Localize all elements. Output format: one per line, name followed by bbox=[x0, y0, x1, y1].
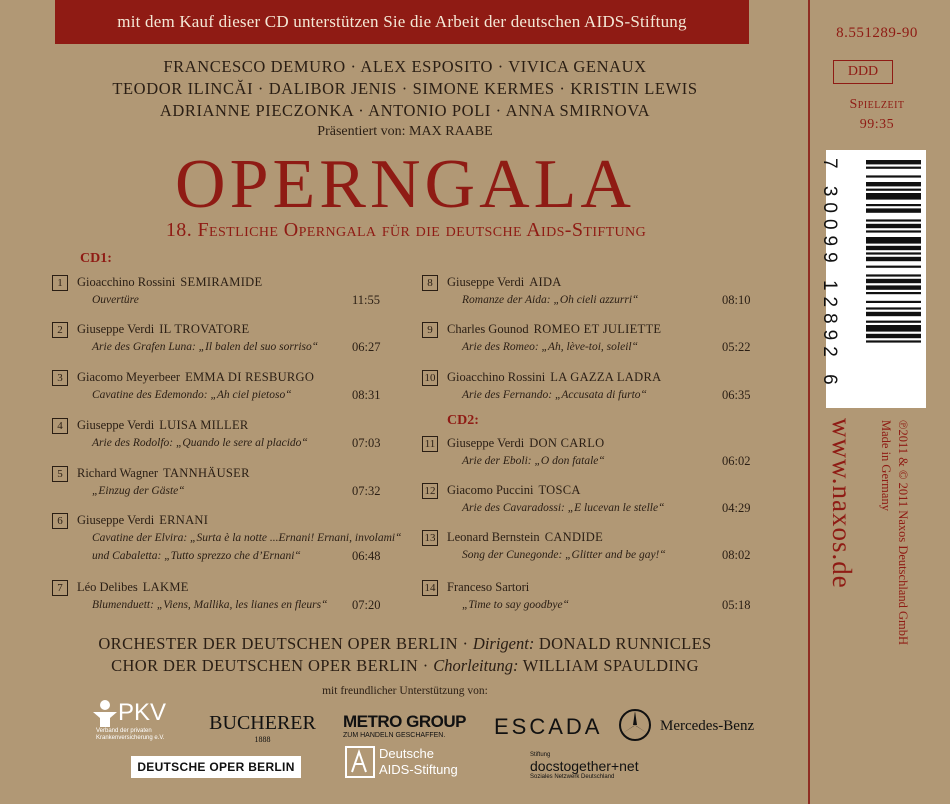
orchestra: ORCHESTER DER DEUTSCHEN OPER BERLIN bbox=[98, 634, 458, 653]
conductor-role: Dirigent: bbox=[472, 634, 535, 653]
barcode bbox=[819, 150, 926, 408]
track-number: 1 bbox=[52, 275, 68, 291]
track-number: 3 bbox=[52, 370, 68, 386]
aids-banner: mit dem Kauf dieser CD unterstützen Sie die Arbeit der deutschen AIDS-Stiftung bbox=[55, 0, 749, 44]
track-item bbox=[422, 483, 752, 527]
barcode-bar bbox=[866, 224, 921, 228]
track-number: 7 bbox=[52, 580, 68, 596]
track-aria: Arie des Romeo: „Ah, lève-toi, soleil“ bbox=[462, 341, 638, 353]
barcode-bar bbox=[866, 189, 921, 191]
pkv-person-icon bbox=[90, 698, 120, 728]
track-item bbox=[52, 275, 382, 319]
album-subtitle: 18. Festliche Operngala für die deutsche Aids-Stiftung bbox=[165, 219, 647, 241]
barcode-bar bbox=[866, 307, 921, 309]
aids-stiftung-line2: AIDS-Stiftung bbox=[379, 762, 458, 777]
track-composer: Giuseppe Verdi bbox=[77, 513, 155, 527]
track-opera: EMMA DI RESBURGO bbox=[185, 370, 315, 384]
track-number: 5 bbox=[52, 466, 68, 482]
credits bbox=[60, 633, 750, 677]
track-composer: Léo Delibes bbox=[77, 580, 138, 594]
track-opera: LAKME bbox=[142, 580, 189, 594]
orchestra-line: ORCHESTER DER DEUTSCHEN OPER BERLIN · Dirigent: DONALD RUNNICLES bbox=[98, 634, 712, 653]
artist-line: FRANCESCO DEMURO · ALEX ESPOSITO · VIVICA GENAUX bbox=[163, 57, 647, 76]
track-composer: Giacomo Meyerbeer bbox=[77, 370, 181, 384]
track-item bbox=[422, 530, 752, 574]
track-aria-continued: und Cabaletta: „Tutto sprezzo che d’Ernani“ bbox=[92, 550, 301, 562]
barcode-bar bbox=[866, 208, 921, 212]
track-duration: 08:02 bbox=[722, 548, 751, 562]
track-duration: 11:55 bbox=[352, 293, 381, 307]
barcode-bar bbox=[866, 325, 921, 332]
barcode-bar bbox=[866, 321, 921, 323]
track-opera: IL TROVATORE bbox=[159, 322, 250, 336]
track-aria: Blumenduett: „Viens, Mallika, les lianes en fleurs“ bbox=[92, 599, 328, 611]
track-number: 11 bbox=[422, 436, 438, 452]
track-item bbox=[422, 275, 752, 319]
barcode-bar bbox=[866, 252, 921, 254]
track-opera: DON CARLO bbox=[529, 436, 605, 450]
track-duration: 07:20 bbox=[352, 598, 381, 612]
barcode-bars bbox=[826, 150, 926, 408]
track-composer: Giuseppe Verdi bbox=[447, 275, 525, 289]
conductor: DONALD RUNNICLES bbox=[538, 634, 712, 653]
track-aria: Arie des Grafen Luna: „Il balen del suo sorriso“ bbox=[92, 341, 319, 353]
track-heading bbox=[447, 483, 581, 498]
bucherer-logo bbox=[200, 712, 325, 748]
track-composer: Gioacchino Rossini bbox=[447, 370, 546, 384]
track-composer: Gioacchino Rossini bbox=[77, 275, 176, 289]
track-heading bbox=[447, 370, 661, 385]
track-heading bbox=[77, 275, 262, 290]
bucherer-text: BUCHERER bbox=[209, 712, 316, 734]
track-heading bbox=[447, 322, 661, 337]
track-composer: Giuseppe Verdi bbox=[77, 322, 155, 336]
barcode-bar bbox=[866, 246, 921, 250]
track-opera: TANNHÄUSER bbox=[163, 466, 250, 480]
track-aria: Arie des Rodolfo: „Quando le sere al placido“ bbox=[92, 437, 308, 449]
track-composer: Giuseppe Verdi bbox=[77, 418, 155, 432]
track-aria: Arie des Fernando: „Accusata di furto“ bbox=[462, 389, 647, 401]
track-composer: Charles Gounod bbox=[447, 322, 529, 336]
barcode-bar bbox=[866, 274, 921, 276]
barcode-bar bbox=[866, 219, 921, 221]
barcode-bar bbox=[866, 175, 921, 177]
mercedes-star-icon bbox=[618, 708, 652, 742]
track-item bbox=[52, 370, 382, 414]
track-composer: Franceso Sartori bbox=[447, 580, 530, 594]
copyright: ℗2011 & © 2011 Naxos Deutschland GmbH bbox=[896, 420, 910, 645]
track-duration: 06:35 bbox=[722, 388, 751, 402]
track-heading bbox=[77, 580, 189, 595]
support-label: mit freundlicher Unterstützung von: bbox=[322, 685, 488, 697]
track-aria: Cavatine des Edemondo: „Ah ciel pietoso“ bbox=[92, 389, 292, 401]
track-composer: Giuseppe Verdi bbox=[447, 436, 525, 450]
track-number: 9 bbox=[422, 322, 438, 338]
track-number: 10 bbox=[422, 370, 438, 386]
barcode-bar bbox=[866, 257, 921, 261]
chorus-role: Chorleitung: bbox=[433, 656, 519, 675]
barcode-bar bbox=[866, 204, 921, 206]
track-item bbox=[52, 418, 382, 462]
track-number: 6 bbox=[52, 513, 68, 529]
mercedes-text: Mercedes-Benz bbox=[660, 718, 755, 734]
track-duration: 05:22 bbox=[722, 340, 751, 354]
track-heading bbox=[447, 580, 534, 595]
choir-line: CHOR DER DEUTSCHEN OPER BERLIN · Chorleitung: WILLIAM SPAULDING bbox=[111, 656, 699, 675]
barcode-bar bbox=[866, 182, 921, 186]
track-number: 2 bbox=[52, 322, 68, 338]
track-item bbox=[422, 436, 752, 480]
pkv-subtitle: Verband der privaten Krankenversicherung e.V. bbox=[96, 728, 165, 741]
track-aria: Song der Cunegonde: „Glitter and be gay!“ bbox=[462, 549, 666, 561]
artist-line: TEODOR ILINCĂI · DALIBOR JENIS · SIMONE KERMES · KRISTIN LEWIS bbox=[112, 79, 698, 98]
mercedes-logo bbox=[618, 708, 768, 744]
artist-line: ADRIANNE PIECZONKA · ANTONIO POLI · ANNA SMIRNOVA bbox=[159, 101, 651, 120]
playtime-label: Spielzeit bbox=[849, 97, 905, 112]
docstogether-logo bbox=[530, 752, 680, 786]
aids-stiftung-logo bbox=[345, 746, 475, 782]
track-number: 13 bbox=[422, 530, 438, 546]
track-heading bbox=[77, 418, 249, 433]
track-duration: 07:32 bbox=[352, 484, 381, 498]
track-opera: LA GAZZA LADRA bbox=[550, 370, 662, 384]
track-opera: AIDA bbox=[529, 275, 562, 289]
track-opera: SEMIRAMIDE bbox=[180, 275, 263, 289]
barcode-bar bbox=[866, 285, 921, 289]
track-aria: „Einzug der Gäste“ bbox=[92, 485, 185, 497]
track-heading bbox=[77, 370, 314, 385]
track-item bbox=[422, 322, 752, 366]
cd2-label: CD2: bbox=[447, 413, 479, 428]
docstogether-small: Stiftung bbox=[530, 752, 551, 758]
spine-divider bbox=[808, 0, 810, 804]
barcode-bar bbox=[866, 230, 921, 232]
barcode-bar bbox=[866, 237, 921, 244]
playtime bbox=[812, 95, 942, 135]
track-opera: ROMEO ET JULIETTE bbox=[533, 322, 662, 336]
aids-stiftung-mark-icon bbox=[345, 746, 375, 778]
deutsche-oper-logo: DEUTSCHE OPER BERLIN bbox=[131, 756, 301, 778]
docstogether-text: docstogether+net bbox=[530, 758, 639, 774]
website: www.naxos.de bbox=[827, 418, 857, 589]
track-aria: „Time to say goodbye“ bbox=[462, 599, 570, 611]
bucherer-year: 1888 bbox=[254, 735, 271, 744]
barcode-bar bbox=[866, 167, 921, 169]
metro-text: METRO GROUP bbox=[343, 712, 466, 731]
track-duration: 05:18 bbox=[722, 598, 751, 612]
catalog-number: 8.551289-90 bbox=[836, 25, 918, 41]
artist-list bbox=[60, 56, 750, 142]
track-opera: ERNANI bbox=[159, 513, 209, 527]
aids-stiftung-line1: Deutsche bbox=[379, 746, 434, 761]
track-number: 4 bbox=[52, 418, 68, 434]
track-duration: 06:02 bbox=[722, 454, 751, 468]
barcode-bar bbox=[866, 301, 921, 303]
barcode-digits: 7 30099 12892 6 bbox=[819, 158, 840, 391]
track-aria: Cavatine der Elvira: „Surta è la notte ...Ernani! Ernani, involami“ bbox=[92, 532, 402, 544]
track-number: 12 bbox=[422, 483, 438, 499]
track-heading bbox=[447, 436, 604, 451]
track-heading bbox=[77, 513, 208, 528]
track-composer: Giacomo Puccini bbox=[447, 483, 534, 497]
barcode-bar bbox=[866, 340, 921, 342]
track-aria: Romanze der Aida: „Oh cieli azzurri“ bbox=[462, 294, 639, 306]
barcode-bar bbox=[866, 292, 921, 294]
ddd-badge: DDD bbox=[833, 60, 893, 84]
made-in: Made in Germany bbox=[879, 420, 893, 511]
track-duration: 08:10 bbox=[722, 293, 751, 307]
track-aria: Arie der Eboli: „O don fatale“ bbox=[462, 455, 605, 467]
track-item bbox=[422, 580, 752, 624]
track-heading bbox=[447, 275, 562, 290]
escada-logo: ESCADA bbox=[494, 714, 603, 739]
track-duration: 04:29 bbox=[722, 501, 751, 515]
track-item bbox=[52, 322, 382, 366]
track-duration: 06:27 bbox=[352, 340, 381, 354]
track-opera: CANDIDE bbox=[544, 530, 604, 544]
playtime-value: 99:35 bbox=[859, 117, 895, 132]
metro-logo bbox=[343, 712, 473, 742]
barcode-bar bbox=[866, 279, 921, 283]
track-number: 14 bbox=[422, 580, 438, 596]
track-heading bbox=[77, 466, 250, 481]
track-item bbox=[422, 370, 752, 414]
track-composer: Leonard Bernstein bbox=[447, 530, 540, 544]
presenter: Präsentiert von: MAX RAABE bbox=[317, 124, 493, 139]
barcode-bar bbox=[866, 266, 921, 268]
docstogether-subtitle: Soziales Netzwerk Deutschland bbox=[530, 774, 615, 780]
barcode-bar bbox=[866, 193, 921, 200]
track-duration: 08:31 bbox=[352, 388, 381, 402]
album-title: OPERNGALA bbox=[175, 146, 635, 223]
pkv-logo bbox=[88, 696, 188, 746]
track-duration: 06:48 bbox=[352, 549, 381, 563]
track-duration: 07:03 bbox=[352, 436, 381, 450]
track-item bbox=[52, 466, 382, 510]
track-aria: Ouvertüre bbox=[92, 294, 139, 306]
chorus-master: WILLIAM SPAULDING bbox=[522, 656, 699, 675]
choir: CHOR DER DEUTSCHEN OPER BERLIN bbox=[111, 656, 419, 675]
track-opera: TOSCA bbox=[538, 483, 581, 497]
track-item bbox=[52, 513, 402, 563]
metro-subtitle: ZUM HANDELN GESCHAFFEN. bbox=[343, 732, 446, 739]
track-composer: Richard Wagner bbox=[77, 466, 159, 480]
track-heading bbox=[447, 530, 603, 545]
track-number: 8 bbox=[422, 275, 438, 291]
cd1-label: CD1: bbox=[80, 251, 112, 266]
track-aria: Arie des Cavaradossi: „E lucevan le stelle“ bbox=[462, 502, 665, 514]
track-opera: LUISA MILLER bbox=[159, 418, 249, 432]
barcode-bar bbox=[866, 312, 921, 316]
track-item bbox=[52, 580, 382, 624]
pkv-text: PKV bbox=[118, 699, 167, 726]
barcode-bar bbox=[866, 334, 921, 338]
track-heading bbox=[77, 322, 250, 337]
barcode-bar bbox=[866, 160, 921, 164]
